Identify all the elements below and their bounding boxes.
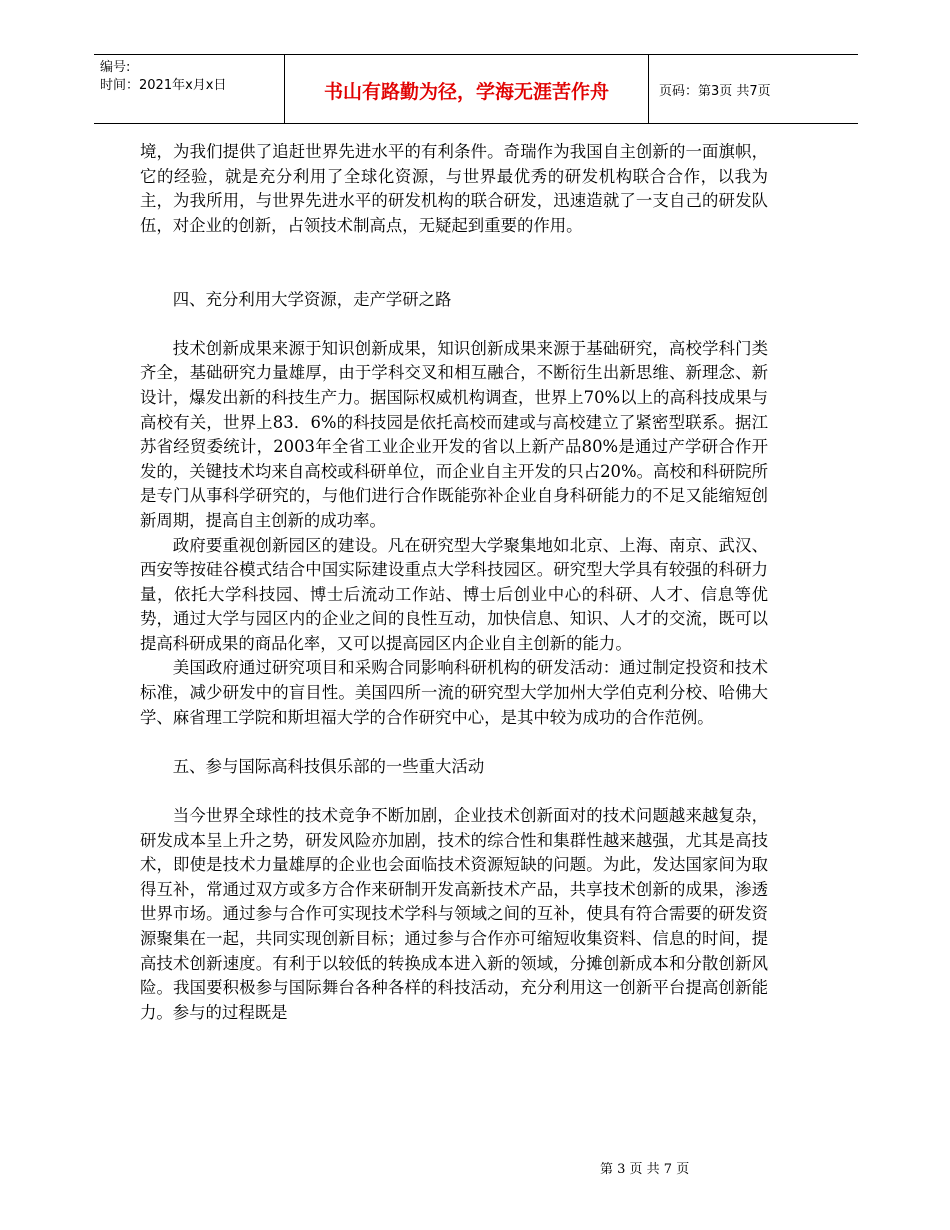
paragraph: 美国政府通过研究项目和采购合同影响科研机构的研发活动：通过制定投资和技术标准，减少研发中的盲目性。美国四所一流的研究型大学加州大学伯克利分校、哈佛大学、麻省理工学院和斯坦福大学的合作研究中心，是其中较为成功的合作范例。	[140, 658, 768, 727]
section-heading: 五、参与国际高科技俱乐部的一些重大活动	[172, 756, 485, 776]
header-meta	[100, 59, 286, 95]
header-divider	[648, 55, 649, 123]
paragraph: 政府要重视创新园区的建设。凡在研究型大学聚集地如北京、上海、南京、武汉、西安等按硅谷模式结合中国实际建设重点大学科技园区。研究型大学具有较强的科研力量，依托大学科技园、博士后流动工作站、博士后创业中心的科研、人才、信息等优势，通过大学与园区内的企业之间的良性互动，加快信息、知识、人才的交流，既可以提高科研成果的商品化率，又可以提高园区内企业自主创新的能力。	[140, 535, 768, 653]
paragraph: 当今世界全球性的技术竞争不断加剧，企业技术创新面对的技术问题越来越复杂，研发成本呈上升之势，研发风险亦加剧，技术的综合性和集群性越来越强，尤其是高技术，即使是技术力量雄厚的企业也会面临技术资源短缺的问题。为此，发达国家间为取得互补，常通过双方或多方合作来研制开发高新技术产品，共享技术创新的成果，渗透世界市场。通过参与合作可实现技术学科与领域之间的互补，使具有符合需要的研发资源聚集在一起，共同实现创新目标；通过参与合作亦可缩短收集资料、信息的时间，提高技术创新速度。有利于以较低的转换成本进入新的领域，分摊创新成本和分散创新风险。我国要积极参与国际舞台各种各样的科技活动，充分利用这一创新平台提高创新能力。参与的过程既是	[140, 806, 768, 1022]
paragraph: 境，为我们提供了追赶世界先进水平的有利条件。奇瑞作为我国自主创新的一面旗帜，它的经验，就是充分利用了全球化资源，与世界最优秀的研发机构联合合作，以我为主，为我所用，与世界先进水平的研发机构的联合研发，迅速造就了一支自己的研发队伍，对企业的创新，占领技术制高点，无疑起到重要的作用。	[140, 142, 768, 235]
page-footer: 第 3 页 共 7 页	[600, 1162, 690, 1177]
page-header	[94, 54, 858, 124]
document-body	[140, 140, 768, 1025]
paragraph: 技术创新成果来源于知识创新成果，知识创新成果来源于基础研究，高校学科门类齐全，基础研究力量雄厚，由于学科交叉和相互融合，不断衍生出新思维、新理念、新设计，爆发出新的科技生产力。据国际权威机构调查，世界上70%以上的高科技成果与高校有关，世界上83．6%的科技园是依托高校而建或与高校建立了紧密型联系。据江苏省经贸委统计，2003年全省工业企业开发的省以上新产品80%是通过产学研合作开发的，关键技术均来自高校或科研单位，而企业自主开发的只占20%。高校和科研院所是专门从事科学研究的，与他们进行合作既能弥补企业自身科研能力的不足又能缩短创新周期，提高自主创新的成功率。	[140, 338, 768, 530]
header-motto: 书山有路勤为径，学海无涯苦作舟	[323, 81, 609, 103]
code-label: 编号:	[100, 60, 131, 75]
time-label: 时间：2021年x月x日	[100, 78, 227, 93]
section-heading: 四、充分利用大学资源，走产学研之路	[172, 289, 452, 309]
header-page-info: 页码：第3页 共7页	[659, 84, 771, 99]
